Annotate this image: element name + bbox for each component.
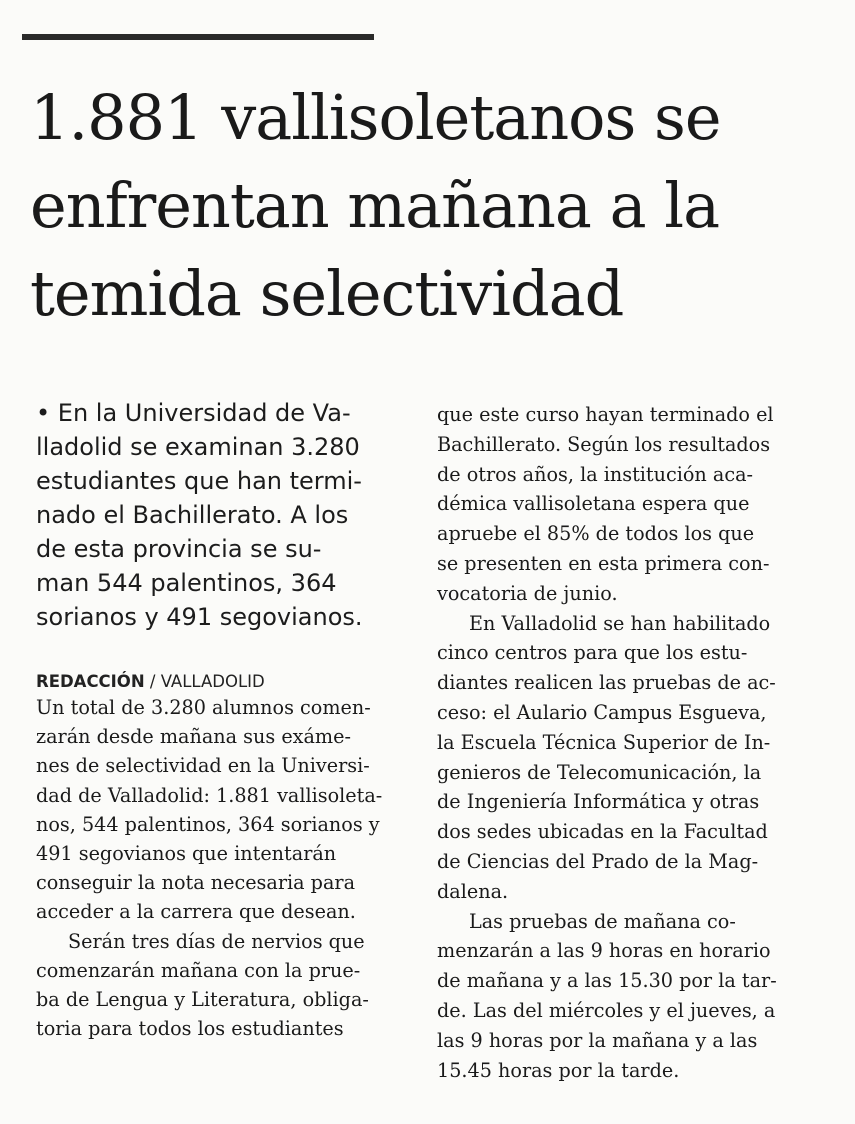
body-line: genieros de Telecomunicación, la: [437, 760, 762, 784]
body-paragraph-1: [36, 693, 414, 927]
body-line: En Valladolid se han habilitado: [469, 611, 771, 635]
body-line: ceso: el Aulario Campus Esgueva,: [437, 700, 767, 724]
byline: [36, 671, 414, 693]
left-column: [36, 396, 414, 1043]
body-line: comenzarán mañana con la prue-: [36, 958, 361, 982]
right-column: [437, 400, 825, 1085]
body-line: se presenten en esta primera con-: [437, 551, 770, 575]
body-line: Bachillerato. Según los resultados: [437, 432, 771, 456]
body-line: Un total de 3.280 alumnos comen-: [36, 696, 371, 719]
headline-line: temida selectividad: [30, 257, 624, 330]
body-line: vocatoria de junio.: [437, 581, 618, 605]
body-line: la Escuela Técnica Superior de In-: [437, 730, 771, 754]
body-line: cinco centros para que los estu-: [437, 641, 748, 665]
headline: [30, 74, 830, 338]
body-paragraph-3: [437, 400, 825, 609]
body-line: de Ciencias del Prado de la Mag-: [437, 849, 759, 873]
lead-line: estudiantes que han termi-: [36, 467, 362, 495]
body-line: dalena.: [437, 879, 509, 903]
lead-line: man 544 palentinos, 364: [36, 569, 337, 597]
body-line: 491 segovianos que intentarán: [36, 842, 337, 866]
body-line: acceder a la carrera que desean.: [36, 900, 356, 924]
body-paragraph-2: [36, 927, 414, 1044]
body-line: zarán desde mañana sus exáme-: [36, 725, 351, 749]
body-line: Serán tres días de nervios que: [68, 929, 365, 953]
body-line: Las pruebas de mañana co-: [469, 909, 736, 933]
body-line: las 9 horas por la mañana y a las: [437, 1028, 758, 1052]
byline-city: VALLADOLID: [160, 672, 265, 691]
body-line: démica vallisoletana espera que: [437, 492, 750, 516]
body-line: conseguir la nota necesaria para: [36, 871, 356, 895]
body-line: de Ingeniería Informática y otras: [437, 790, 760, 814]
lead-summary: [36, 396, 414, 634]
byline-agency: REDACCIÓN: [36, 672, 145, 691]
body-paragraph-4: [437, 609, 825, 907]
body-line: apruebe el 85% de todos los que: [437, 522, 755, 546]
lead-line: • En la Universidad de Va-: [36, 399, 351, 427]
lead-line: sorianos y 491 segovianos.: [36, 603, 363, 631]
body-line: nes de selectividad en la Universi-: [36, 754, 370, 778]
headline-line: enfrentan mañana a la: [30, 169, 720, 242]
lead-line: nado el Bachillerato. A los: [36, 501, 349, 529]
body-line: nos, 544 palentinos, 364 sorianos y: [36, 812, 380, 836]
headline-line: 1.881 vallisoletanos se: [30, 81, 721, 154]
body-line: que este curso hayan terminado el: [437, 403, 774, 426]
body-line: dad de Valladolid: 1.881 vallisoleta-: [36, 783, 383, 807]
lead-line: de esta provincia se su-: [36, 535, 322, 563]
body-line: de mañana y a las 15.30 por la tar-: [437, 969, 777, 993]
lead-line: lladolid se examinan 3.280: [36, 433, 360, 461]
body-line: menzarán a las 9 horas en horario: [437, 939, 771, 963]
body-line: diantes realicen las pruebas de ac-: [437, 671, 776, 695]
body-line: toria para todos los estudiantes: [36, 1017, 344, 1041]
body-line: dos sedes ubicadas en la Facultad: [437, 820, 768, 844]
byline-separator: /: [144, 672, 161, 691]
body-line: de otros años, la institución aca-: [437, 462, 753, 486]
body-line: de. Las del miércoles y el jueves, a: [437, 998, 776, 1022]
top-rule: [22, 34, 374, 40]
body-paragraph-5: [437, 907, 825, 1086]
body-line: ba de Lengua y Literatura, obliga-: [36, 988, 369, 1012]
body-line: 15.45 horas por la tarde.: [437, 1058, 680, 1082]
